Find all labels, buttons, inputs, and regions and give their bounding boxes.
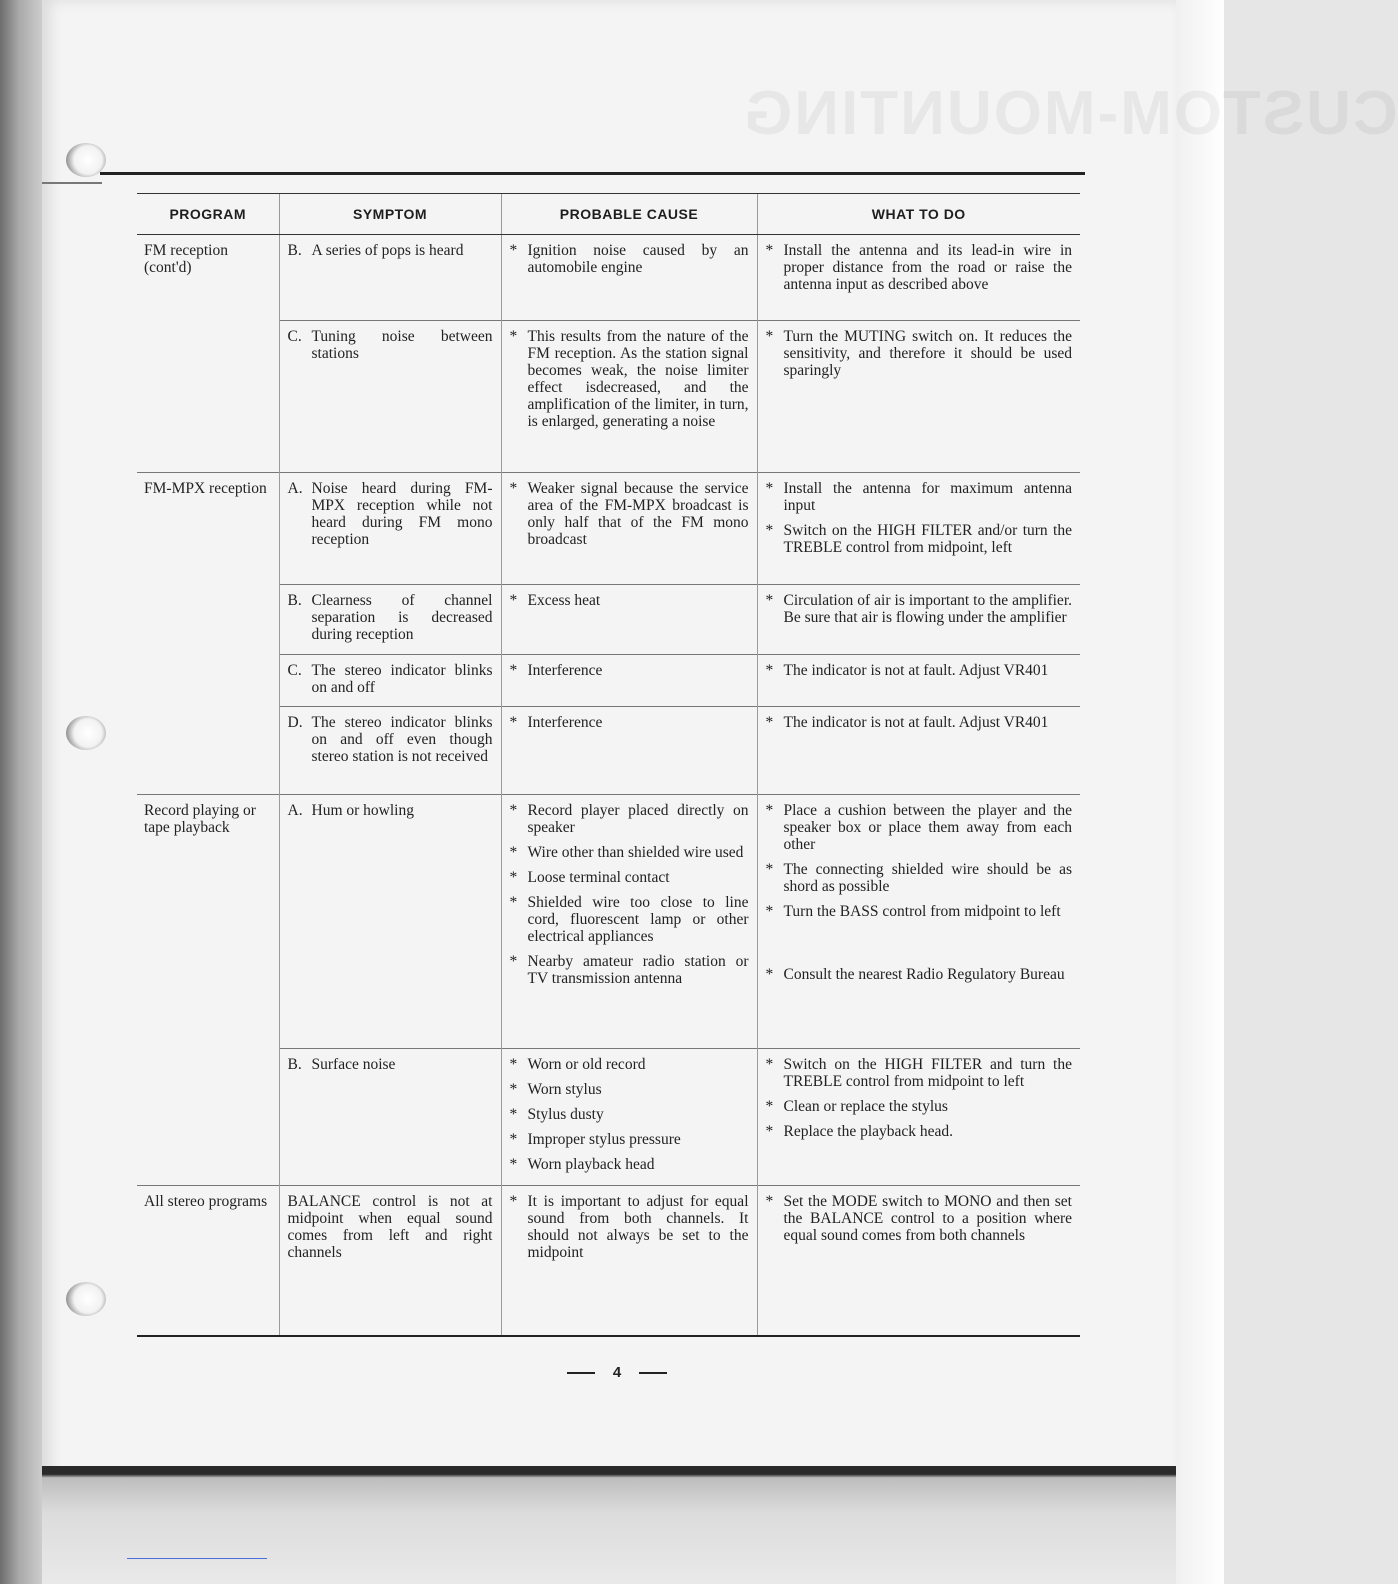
action-cell <box>757 1186 1080 1336</box>
cause-cell <box>501 1186 757 1336</box>
action-cell <box>757 585 1080 655</box>
action-text: Place a cushion between the player and the speaker box or place them away from each other <box>783 802 1072 853</box>
bullet-star: * <box>765 714 774 731</box>
cause-item <box>510 802 749 836</box>
symptom-letter: C. <box>287 328 302 345</box>
table-row <box>137 1186 1080 1336</box>
header-symptom: SYMPTOM <box>279 194 501 235</box>
cause-text: Worn playback head <box>527 1156 655 1173</box>
action-cell <box>757 707 1080 795</box>
bullet-star: * <box>765 1056 774 1073</box>
bullet-star: * <box>509 592 518 609</box>
action-cell <box>757 795 1080 1049</box>
action-text: Turn the MUTING switch on. It reduces the sensitivity, and therefore it should be used sparingly <box>783 328 1072 379</box>
cause-text: Loose terminal contact <box>527 869 670 886</box>
cause-text: This results from the nature of the FM reception. As the station signal becomes weak, the noise limiter effect isdecreased, and the amplification of the limiter, in turn, is enlarged, generating a noise <box>527 328 749 430</box>
cause-cell <box>501 235 757 321</box>
cause-text: Stylus dusty <box>527 1106 604 1123</box>
action-text: Replace the playback head. <box>783 1123 954 1140</box>
punch-hole-middle <box>66 716 106 750</box>
action-item <box>766 1123 1073 1140</box>
symptom-cell <box>279 321 501 473</box>
top-rule-left <box>42 182 102 184</box>
cause-cell <box>501 473 757 585</box>
cause-cell <box>501 795 757 1049</box>
cause-text: It is important to adjust for equal sound from both channels. It should not always be set to the midpoint <box>527 1193 749 1261</box>
cause-cell <box>501 585 757 655</box>
action-item <box>766 966 1073 983</box>
program-cell <box>137 707 279 795</box>
cause-item <box>510 1156 749 1173</box>
symptom-text: The stereo indicator blinks on and off <box>311 662 493 696</box>
bullet-star: * <box>509 328 518 345</box>
page-right-edge <box>1176 0 1224 1584</box>
bullet-star: * <box>765 903 774 920</box>
action-spacer <box>766 928 1073 958</box>
action-item <box>766 861 1073 895</box>
bullet-star: * <box>765 480 774 497</box>
top-rule <box>100 172 1085 175</box>
action-item <box>766 714 1073 731</box>
binding-edge <box>0 0 42 1584</box>
bullet-star: * <box>509 1193 518 1210</box>
table-header-row <box>137 194 1080 235</box>
bullet-star: * <box>765 1193 774 1210</box>
blue-underline <box>127 1558 267 1559</box>
symptom-cell <box>279 707 501 795</box>
symptom-cell <box>279 795 501 1049</box>
bullet-star: * <box>509 802 518 819</box>
action-item <box>766 328 1073 379</box>
bullet-star: * <box>509 1106 518 1123</box>
cause-item <box>510 1193 749 1261</box>
symptom-cell <box>279 1186 501 1336</box>
troubleshooting-table <box>137 193 1080 1337</box>
bullet-star: * <box>765 328 774 345</box>
symptom-letter: B. <box>287 242 302 259</box>
symptom-cell <box>279 235 501 321</box>
table-row <box>137 321 1080 473</box>
cause-item <box>510 844 749 861</box>
cause-cell <box>501 655 757 707</box>
page-footer <box>567 1364 667 1381</box>
action-cell <box>757 1049 1080 1186</box>
table-row <box>137 235 1080 321</box>
symptom-cell <box>279 473 501 585</box>
symptom-text: Clearness of channel separation is decreased during reception <box>311 592 493 643</box>
symptom-letter: C. <box>287 662 302 679</box>
bullet-star: * <box>509 1156 518 1173</box>
program-cell: Record playing or tape playback <box>137 795 279 1049</box>
action-item <box>766 242 1073 293</box>
next-page-edge <box>42 1466 1176 1584</box>
table-row <box>137 655 1080 707</box>
cause-item <box>510 328 749 430</box>
symptom-letter: A. <box>287 802 303 819</box>
cause-item <box>510 480 749 548</box>
symptom-cell <box>279 585 501 655</box>
action-text: Clean or replace the stylus <box>783 1098 948 1115</box>
bullet-star: * <box>509 869 518 886</box>
symptom-text: BALANCE control is not at midpoint when equal sound comes from left and right channels <box>287 1193 493 1261</box>
cause-item <box>510 1081 749 1098</box>
symptom-letter: B. <box>287 592 302 609</box>
action-item <box>766 1098 1073 1115</box>
symptom-text: Tuning noise between stations <box>311 328 493 362</box>
action-cell <box>757 473 1080 585</box>
action-text: Install the antenna for maximum antenna input <box>783 480 1072 514</box>
cause-text: Shielded wire too close to line cord, fluorescent lamp or other electrical appliances <box>527 894 749 945</box>
footer-dash-left <box>567 1372 595 1374</box>
action-item <box>766 522 1073 556</box>
cause-item <box>510 1106 749 1123</box>
cause-text: Improper stylus pressure <box>527 1131 681 1148</box>
cause-text: Worn stylus <box>527 1081 602 1098</box>
bullet-star: * <box>509 953 518 970</box>
table-row <box>137 795 1080 1049</box>
table-row <box>137 473 1080 585</box>
action-text: Switch on the HIGH FILTER and/or turn the TREBLE control from midpoint, left <box>783 522 1072 556</box>
bullet-star: * <box>765 1123 774 1140</box>
table-row <box>137 707 1080 795</box>
symptom-text: Noise heard during FM-MPX reception while not heard during FM mono reception <box>311 480 493 548</box>
cause-cell <box>501 707 757 795</box>
cause-text: Wire other than shielded wire used <box>527 844 744 861</box>
program-cell <box>137 1049 279 1186</box>
action-text: The indicator is not at fault. Adjust VR401 <box>783 714 1049 731</box>
cause-text: Interference <box>527 662 603 679</box>
bullet-star: * <box>509 1081 518 1098</box>
program-cell: FM reception (cont'd) <box>137 235 279 321</box>
symptom-text: A series of pops is heard <box>311 242 464 259</box>
action-item <box>766 592 1073 626</box>
cause-item <box>510 953 749 987</box>
bullet-star: * <box>765 592 774 609</box>
action-item <box>766 662 1073 679</box>
cause-item <box>510 662 749 679</box>
cause-item <box>510 894 749 945</box>
bullet-star: * <box>509 844 518 861</box>
table-row <box>137 585 1080 655</box>
punch-hole-bottom <box>66 1282 106 1316</box>
action-text: Turn the BASS control from midpoint to left <box>783 903 1061 920</box>
cause-text: Ignition noise caused by an automobile engine <box>527 242 749 276</box>
symptom-text: Surface noise <box>311 1056 396 1073</box>
action-text: The connecting shielded wire should be as shord as possible <box>783 861 1072 895</box>
cause-text: Worn or old record <box>527 1056 646 1073</box>
cause-cell <box>501 1049 757 1186</box>
action-item <box>766 480 1073 514</box>
bullet-star: * <box>509 242 518 259</box>
action-item <box>766 903 1073 920</box>
cause-text: Excess heat <box>527 592 601 609</box>
action-cell <box>757 321 1080 473</box>
action-cell <box>757 235 1080 321</box>
cause-text: Interference <box>527 714 603 731</box>
page-number: 4 <box>612 1364 622 1381</box>
action-item <box>766 802 1073 853</box>
header-probable-cause: PROBABLE CAUSE <box>501 194 757 235</box>
table-row <box>137 1049 1080 1186</box>
bullet-star: * <box>509 714 518 731</box>
bullet-star: * <box>509 1131 518 1148</box>
bullet-star: * <box>509 1056 518 1073</box>
symptom-letter: D. <box>287 714 303 731</box>
cause-text: Nearby amateur radio station or TV transmission antenna <box>527 953 749 987</box>
bullet-star: * <box>509 480 518 497</box>
action-text: Consult the nearest Radio Regulatory Bureau <box>783 966 1065 983</box>
cause-item <box>510 1056 749 1073</box>
program-cell <box>137 585 279 655</box>
cause-item <box>510 714 749 731</box>
cause-item <box>510 869 749 886</box>
symptom-text: The stereo indicator blinks on and off even though stereo station is not received <box>311 714 493 765</box>
action-item <box>766 1193 1073 1244</box>
program-cell <box>137 321 279 473</box>
cause-item <box>510 592 749 609</box>
bullet-star: * <box>765 662 774 679</box>
bullet-star: * <box>509 894 518 911</box>
cause-item <box>510 242 749 276</box>
cause-item <box>510 1131 749 1148</box>
show-through-title: CUSTOM-MOUNTING <box>742 79 1398 148</box>
header-what-to-do: WHAT TO DO <box>757 194 1080 235</box>
symptom-cell <box>279 1049 501 1186</box>
cause-cell <box>501 321 757 473</box>
bullet-star: * <box>765 802 774 819</box>
action-text: Circulation of air is important to the amplifier. Be sure that air is flowing under the amplifier <box>783 592 1072 626</box>
action-item <box>766 1056 1073 1090</box>
action-text: The indicator is not at fault. Adjust VR401 <box>783 662 1049 679</box>
bullet-star: * <box>765 861 774 878</box>
program-cell <box>137 655 279 707</box>
program-cell: All stereo programs <box>137 1186 279 1336</box>
symptom-text: Hum or howling <box>311 802 414 819</box>
bullet-star: * <box>765 966 774 983</box>
cause-text: Weaker signal because the service area of the FM-MPX broadcast is only half that of the FM mono broadcast <box>527 480 749 548</box>
cause-text: Record player placed directly on speaker <box>527 802 749 836</box>
symptom-cell <box>279 655 501 707</box>
symptom-letter: B. <box>287 1056 302 1073</box>
bullet-star: * <box>765 242 774 259</box>
footer-dash-right <box>639 1372 667 1374</box>
bullet-star: * <box>765 1098 774 1115</box>
action-text: Install the antenna and its lead-in wire in proper distance from the road or raise the antenna input as described above <box>783 242 1072 293</box>
action-cell <box>757 655 1080 707</box>
action-text: Set the MODE switch to MONO and then set the BALANCE control to a position where equal sound comes from both channels <box>783 1193 1072 1244</box>
bullet-star: * <box>509 662 518 679</box>
bullet-star: * <box>765 522 774 539</box>
symptom-letter: A. <box>287 480 303 497</box>
header-program: PROGRAM <box>137 194 279 235</box>
program-cell: FM-MPX reception <box>137 473 279 585</box>
action-text: Switch on the HIGH FILTER and turn the TREBLE control from midpoint to left <box>783 1056 1072 1090</box>
